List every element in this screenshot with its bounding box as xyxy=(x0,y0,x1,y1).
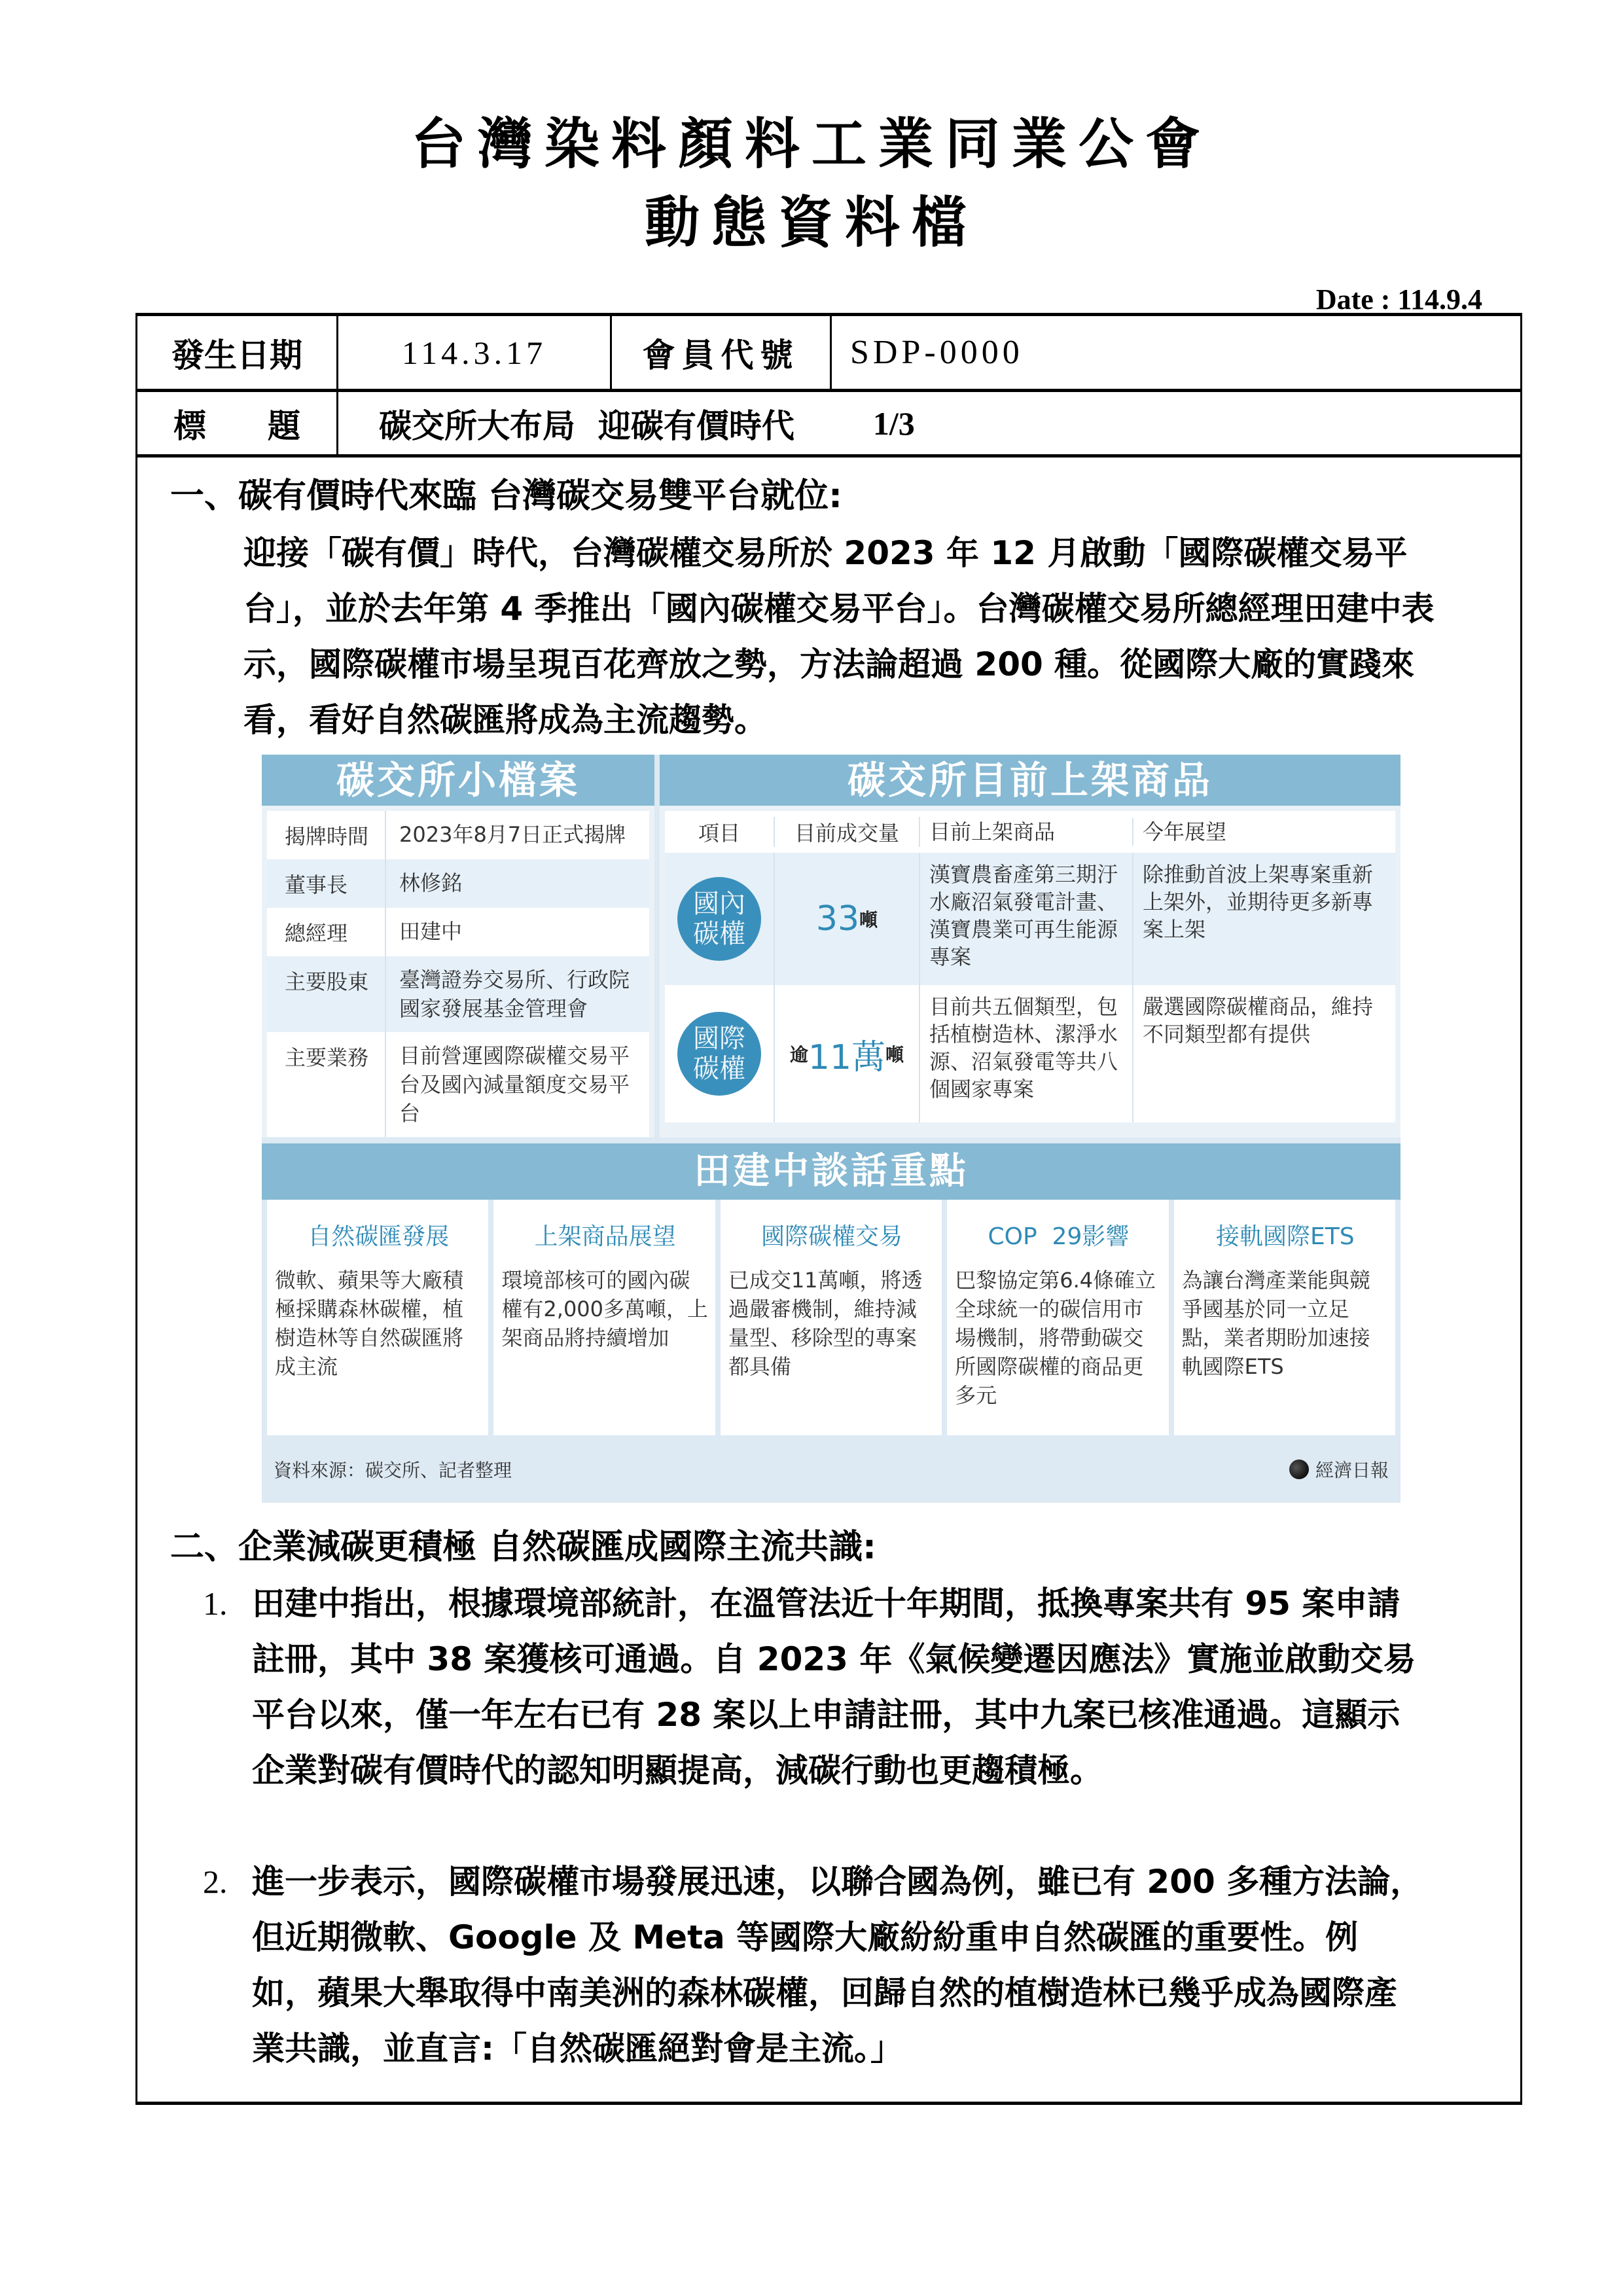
date-label: 發生日期 xyxy=(137,316,338,389)
profile-row xyxy=(267,956,649,1032)
member-value: SDP-0000 xyxy=(850,334,1024,371)
date-value: 114.3.17 xyxy=(338,316,612,389)
products-table xyxy=(665,811,1395,1122)
products-cell: 漢寶農畜產第三期汙水廠沼氣發電計畫、漢寶農業可再生能源專案 xyxy=(920,853,1133,985)
title-label xyxy=(137,392,338,454)
org-title: 台灣染料顏料工業同業公會 xyxy=(410,112,1212,176)
profile-row xyxy=(267,1032,649,1137)
document-frame xyxy=(135,313,1522,2105)
profile-key: 總經理 xyxy=(267,908,386,956)
item-badge: 國際碳權 xyxy=(677,1012,761,1096)
profile-row xyxy=(267,859,649,908)
profile-title: 碳交所小檔案 xyxy=(262,755,654,806)
talking-point-card xyxy=(721,1200,942,1435)
card-text: 環境部核可的國內碳權有2,000多萬噸，上架商品將持續增加 xyxy=(501,1268,709,1350)
infographic xyxy=(262,755,1400,1503)
column-header: 項目 xyxy=(665,817,775,847)
item-index: 2. xyxy=(203,1863,228,1900)
profile-value: 目前營運國際碳權交易平台及國內減量額度交易平台 xyxy=(399,1043,630,1126)
profile-row xyxy=(267,908,649,956)
products-row-domestic xyxy=(665,853,1395,985)
profile-key: 主要股東 xyxy=(267,956,386,1032)
volume-unit: 噸 xyxy=(885,1044,904,1066)
section2-item xyxy=(203,1854,1446,2077)
volume-number: 11萬 xyxy=(808,1037,886,1077)
title-label-char-1: 標 xyxy=(173,406,206,445)
meta-row-date xyxy=(137,316,1520,392)
volume-cell xyxy=(775,985,920,1122)
profile-row xyxy=(267,811,649,859)
outlook-cell: 嚴選國際碳權商品，維持不同類型都有提供 xyxy=(1143,994,1374,1047)
section1-paragraph: 迎接「碳有價」時代，台灣碳權交易所於 2023 年 12 月啟動「國際碳權交易平台」，並於去年第 4 季推出「國內碳權交易平台」。台灣碳權交易所總經理田建中表示，國際碳權市場呈現百花齊放之勢，方法論超過 200 種。從國際大廠的實踐來看，看好自然碳匯將成為主流趨勢。 xyxy=(243,534,1435,739)
profile-key: 董事長 xyxy=(267,859,386,908)
products-header-row xyxy=(665,811,1395,853)
page-indicator: 1/3 xyxy=(872,404,915,442)
products-title: 碳交所目前上架商品 xyxy=(660,755,1400,806)
section1-heading: 一、碳有價時代來臨 台灣碳交易雙平台就位: xyxy=(170,476,842,516)
outlook-cell: 除推動首波上架專案重新上架外，並期待更多新專案上架 xyxy=(1143,862,1374,942)
card-text: 為讓台灣產業能與競爭國基於同一立足點，業者期盼加速接軌國際ETS xyxy=(1181,1268,1370,1379)
talking-point-card xyxy=(493,1200,715,1435)
volume-prefix: 逾 xyxy=(789,1044,808,1066)
profile-value: 2023年8月7日正式揭牌 xyxy=(399,822,626,847)
item-text: 田建中指出，根據環境部統計，在溫管法近十年期間，抵換專案共有 95 案申請註冊，其中 38 案獲核可通過。自 2023 年《氣候變遷因應法》實施並啟動交易平台以來，僅一年左右已有 28 案以上申請註冊，其中九案已核准通過。這顯示企業對碳有價時代的認知明顯提高，減碳行動也更趨積極。 xyxy=(252,1585,1416,1789)
card-title: 自然碳匯發展 xyxy=(308,1223,450,1250)
article-title: 碳交所大布局 迎碳有價時代 xyxy=(379,406,794,445)
card-text: 微軟、蘋果等大廠積極採購森林碳權，植樹造林等自然碳匯將成主流 xyxy=(275,1268,464,1379)
profile-key: 揭牌時間 xyxy=(267,811,386,859)
products-row-international xyxy=(665,985,1395,1122)
doc-title: 動態資料檔 xyxy=(644,190,978,255)
brand xyxy=(1289,1456,1389,1482)
card-title: 上架商品展望 xyxy=(534,1223,676,1250)
item-index: 1. xyxy=(203,1585,228,1622)
card-text: 已成交11萬噸，將透過嚴審機制，維持減量型、移除型的專案都具備 xyxy=(728,1268,923,1379)
infographic-footer xyxy=(262,1435,1400,1503)
profile-value: 田建中 xyxy=(399,919,463,944)
profile-value: 臺灣證券交易所、行政院國家發展基金管理會 xyxy=(399,967,630,1021)
title-label-char-2: 題 xyxy=(268,406,300,445)
talking-point-card xyxy=(267,1200,488,1435)
meta-row-title xyxy=(137,392,1520,457)
brand-logo-icon xyxy=(1289,1460,1309,1479)
source-note: 資料來源：碳交所、記者整理 xyxy=(274,1459,512,1481)
document-date: Date : 114.9.4 xyxy=(1315,283,1482,315)
column-header: 目前成交量 xyxy=(775,817,920,847)
card-title: 國際碳權交易 xyxy=(761,1223,903,1250)
card-text: 巴黎協定第6.4條確立全球統一的碳信用市場機制，將帶動碳交所國際碳權的商品更多元 xyxy=(955,1268,1156,1408)
profile-table xyxy=(267,811,649,1137)
profile-key: 主要業務 xyxy=(267,1032,386,1137)
talking-points-panel xyxy=(262,1143,1400,1503)
profile-value: 林修銘 xyxy=(399,870,463,895)
title-value xyxy=(338,392,1520,454)
member-label: 會員代號 xyxy=(612,316,832,389)
card-title: 接軌國際ETS xyxy=(1216,1223,1355,1250)
products-cell: 目前共五個類型，包括植樹造林、潔淨水源、沼氣發電等共八個國家專案 xyxy=(920,985,1133,1122)
brand-name: 經濟日報 xyxy=(1315,1459,1389,1481)
section2-item xyxy=(203,1576,1446,1799)
volume-number: 33 xyxy=(815,899,860,939)
item-text: 進一步表示，國際碳權市場發展迅速，以聯合國為例，雖已有 200 多種方法論，但近期微軟、Google 及 Meta 等國際大廠紛紛重申自然碳匯的重要性。例如，蘋果大舉取得中南美洲的森林碳權，回歸自然的植樹造林已幾乎成為國際產業共識，並直言:「自然碳匯絕對會是主流。」 xyxy=(252,1863,1423,2068)
card-title: COP 29影響 xyxy=(988,1223,1130,1250)
column-header: 目前上架商品 xyxy=(920,818,1133,846)
talking-points-title: 田建中談話重點 xyxy=(262,1143,1400,1200)
section2-heading: 二、企業減碳更積極 自然碳匯成國際主流共識: xyxy=(170,1528,876,1567)
item-badge: 國內碳權 xyxy=(677,877,761,961)
talking-point-card xyxy=(1174,1200,1395,1435)
column-header: 今年展望 xyxy=(1143,819,1227,844)
volume-unit: 噸 xyxy=(859,909,878,931)
profile-panel xyxy=(262,755,654,1138)
products-panel xyxy=(660,755,1400,1138)
talking-point-card xyxy=(947,1200,1168,1435)
volume-cell xyxy=(775,853,920,985)
